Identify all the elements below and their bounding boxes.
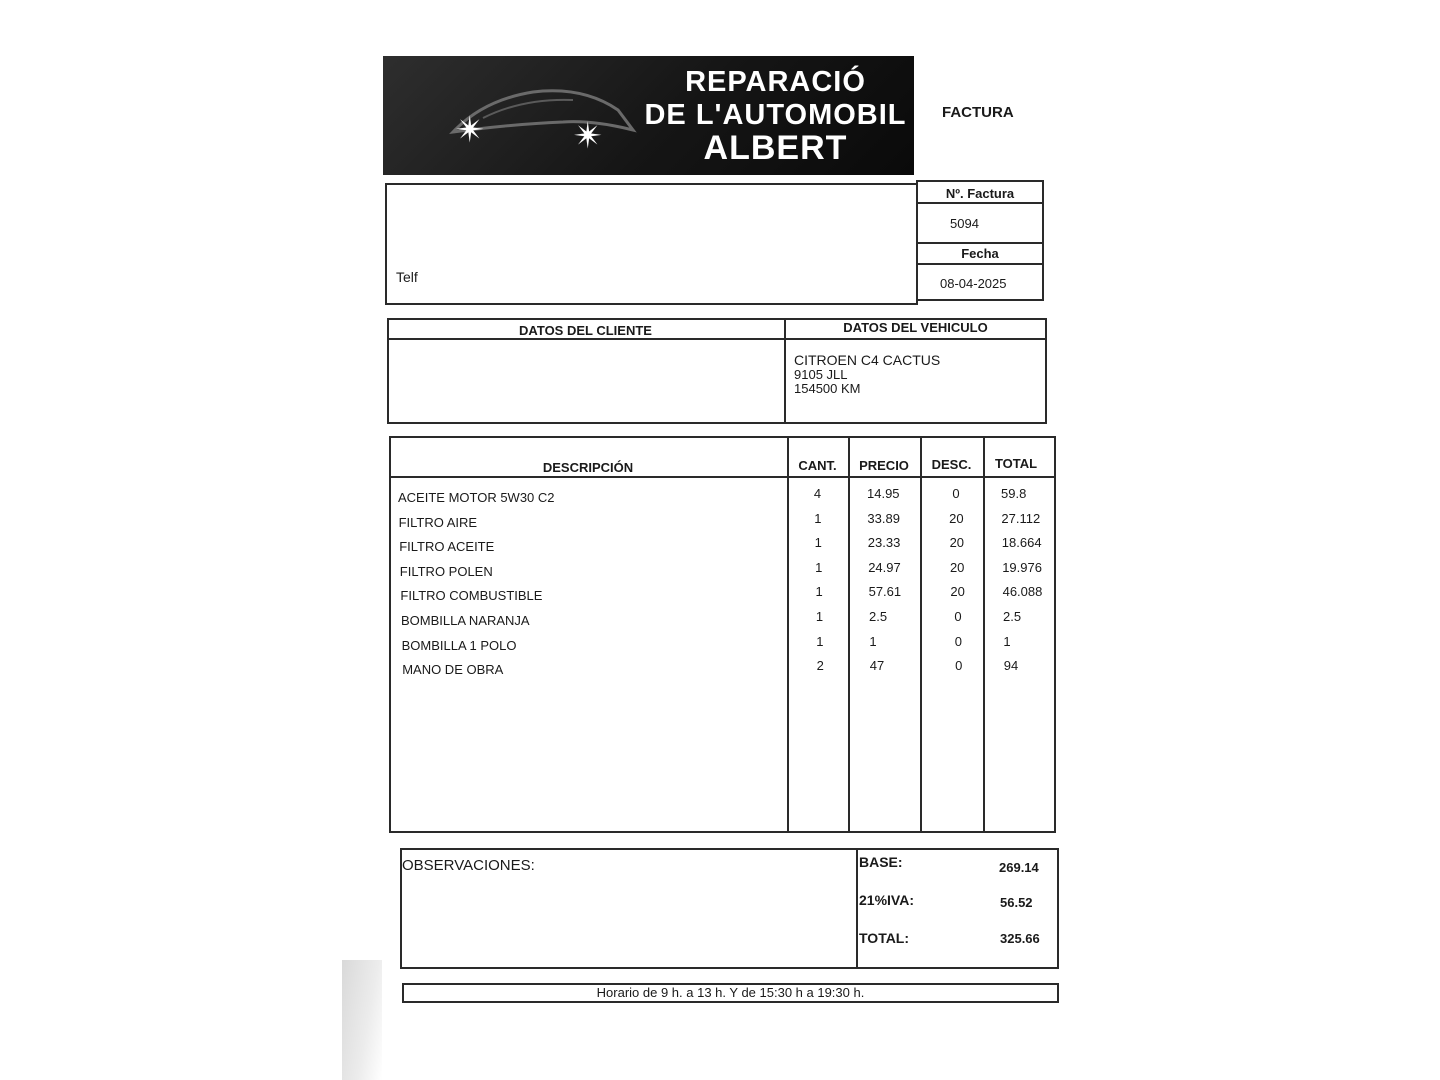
cell-discount: 20: [949, 535, 965, 551]
cell-description: ACEITE MOTOR 5W30 C2: [398, 490, 555, 505]
total-value: 325.66: [1000, 931, 1040, 946]
cell-qty: 2: [816, 658, 824, 674]
iva-label: 21%IVA:: [859, 892, 914, 908]
cell-qty: 1: [815, 609, 824, 624]
cell-total: 27.112: [1001, 510, 1041, 526]
vehicle-plate: 9105 JLL: [794, 367, 848, 382]
cell-description: BOMBILLA 1 POLO: [401, 637, 517, 653]
cell-discount: 0: [954, 633, 962, 649]
cell-total: 1: [1003, 633, 1011, 649]
cell-price: 2.5: [869, 609, 888, 624]
cell-discount: 20: [949, 559, 965, 575]
cell-qty: 1: [814, 535, 822, 551]
cell-price: 24.97: [868, 559, 901, 575]
cell-total: 94: [1003, 658, 1019, 674]
base-value: 269.14: [999, 860, 1039, 875]
cell-total: 46.088: [1002, 584, 1043, 600]
sender-box: [385, 183, 918, 305]
cell-total: 19.976: [1002, 559, 1042, 575]
invoice-number-label: Nº. Factura: [945, 186, 1015, 201]
cell-total: 59.8: [1001, 486, 1027, 501]
sparkle-icon: ✴: [573, 115, 604, 156]
header-qty: CANT.: [798, 458, 837, 473]
divider: [389, 476, 787, 478]
cell-price: 33.89: [867, 510, 900, 526]
cell-price: 47: [869, 658, 885, 674]
cell-description: BOMBILLA NARANJA: [401, 613, 530, 628]
cell-price: 14.95: [867, 486, 900, 501]
document-title: FACTURA: [942, 104, 1014, 121]
logo-line-2: DE L'AUTOMOBIL: [644, 99, 907, 131]
cell-discount: 0: [955, 658, 963, 674]
cell-description: MANO DE OBRA: [402, 662, 504, 678]
header-price: PRECIO: [859, 458, 909, 473]
cell-description: FILTRO ACEITE: [399, 539, 495, 555]
vehicle-header: DATOS DEL VEHICULO: [843, 320, 988, 335]
cell-discount: 20: [949, 510, 964, 526]
opening-hours: Horario de 9 h. a 13 h. Y de 15:30 h a 19:30 h.: [596, 985, 865, 1000]
header-description: DESCRIPCIÓN: [542, 460, 634, 475]
divider: [916, 263, 1044, 265]
cell-qty: 1: [815, 559, 823, 575]
sparkle-icon: ✴: [455, 109, 486, 150]
iva-value: 56.52: [1000, 895, 1033, 910]
cell-qty: 1: [816, 633, 824, 649]
divider: [916, 242, 1044, 244]
cell-price: 57.61: [868, 584, 902, 600]
base-label: BASE:: [859, 854, 903, 870]
vehicle-km: 154500 KM: [794, 381, 861, 396]
logo-line-1: REPARACIÓ: [685, 66, 866, 98]
cell-price: 1: [869, 633, 877, 649]
logo-text: [638, 66, 913, 165]
cell-description: FILTRO POLEN: [399, 563, 493, 579]
cell-discount: 0: [952, 486, 960, 501]
invoice-date-label: Fecha: [961, 246, 999, 261]
observations-label: OBSERVACIONES:: [402, 857, 535, 874]
header-total: TOTAL: [994, 456, 1038, 471]
invoice-number: 5094: [950, 216, 979, 231]
cell-discount: 20: [950, 584, 965, 600]
divider: [387, 338, 1047, 340]
cell-qty: 1: [815, 584, 823, 600]
cell-total: 2.5: [1003, 609, 1022, 624]
divider: [916, 202, 1044, 204]
vehicle-model: CITROEN C4 CACTUS: [794, 352, 941, 368]
logo-line-3: ALBERT: [703, 129, 848, 167]
cell-qty: 4: [813, 486, 822, 501]
invoice-date: 08-04-2025: [940, 276, 1007, 291]
scan-shadow: [342, 960, 382, 1080]
cell-total: 18.664: [1001, 535, 1042, 551]
cell-price: 23.33: [867, 535, 901, 551]
cell-discount: 0: [954, 609, 962, 624]
header-discount: DESC.: [931, 457, 972, 472]
phone-label: Telf: [396, 269, 418, 285]
company-logo: [383, 56, 914, 175]
total-label: TOTAL:: [859, 930, 910, 946]
divider: [856, 848, 858, 969]
cell-description: FILTRO AIRE: [398, 514, 478, 530]
cell-description: FILTRO COMBUSTIBLE: [400, 588, 543, 604]
cell-qty: 1: [814, 510, 822, 526]
client-header: DATOS DEL CLIENTE: [519, 323, 652, 338]
